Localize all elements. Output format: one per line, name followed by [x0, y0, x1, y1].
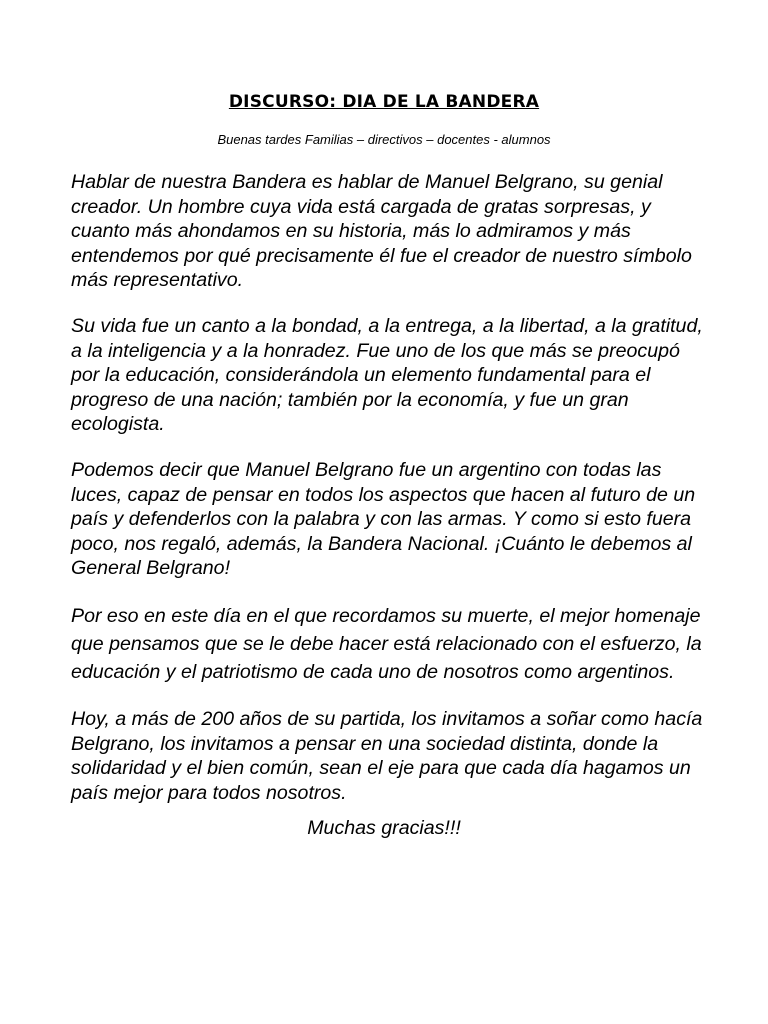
paragraph-1: Hablar de nuestra Bandera es hablar de Manuel Belgrano, su genial creador. Un hombre cuya vida está cargada de gratas sorpresas, y cuanto más ahondamos en su historia, más lo admiramos y más entendemos por qué precisamente él fue el creador de nuestro símbolo más representativo. — [71, 171, 692, 292]
paragraph-4: Por eso en este día en el que recordamos su muerte, el mejor homenaje que pensamos que se le debe hacer está relacionado con el esfuerzo, la educación y el patriotismo de cada uno de nosotros como argentinos. — [71, 604, 702, 683]
greeting-line: Buenas tardes Familias – directivos – docentes - alumnos — [217, 132, 551, 147]
speech-body — [71, 170, 711, 862]
document-title: DISCURSO: DIA DE LA BANDERA — [228, 92, 540, 112]
paragraph-2: Su vida fue un canto a la bondad, a la entrega, a la libertad, a la gratitud, a la inteligencia y a la honradez. Fue uno de los que más se preocupó por la educación, considerándola un elemento fundamental para el progreso de una nación; también por la economía, y fue un gran ecologista. — [71, 314, 703, 436]
paragraph-5: Hoy, a más de 200 años de su partida, los invitamos a soñar como hacía Belgrano, los invitamos a pensar en una sociedad distinta, donde la solidaridad y el bien común, sean el eje para que cada día hagamos un país mejor para todos nosotros. — [71, 707, 703, 804]
closing-line: Muchas gracias!!! — [307, 817, 461, 840]
paragraph-3: Podemos decir que Manuel Belgrano fue un argentino con todas las luces, capaz de pensar en todos los aspectos que hacen al futuro de un país y defenderlos con la palabra y con las armas. Y como si esto fuera poco, nos regaló, además, la Bandera Nacional. ¡Cuánto le debemos al General Belgrano! — [71, 458, 696, 580]
